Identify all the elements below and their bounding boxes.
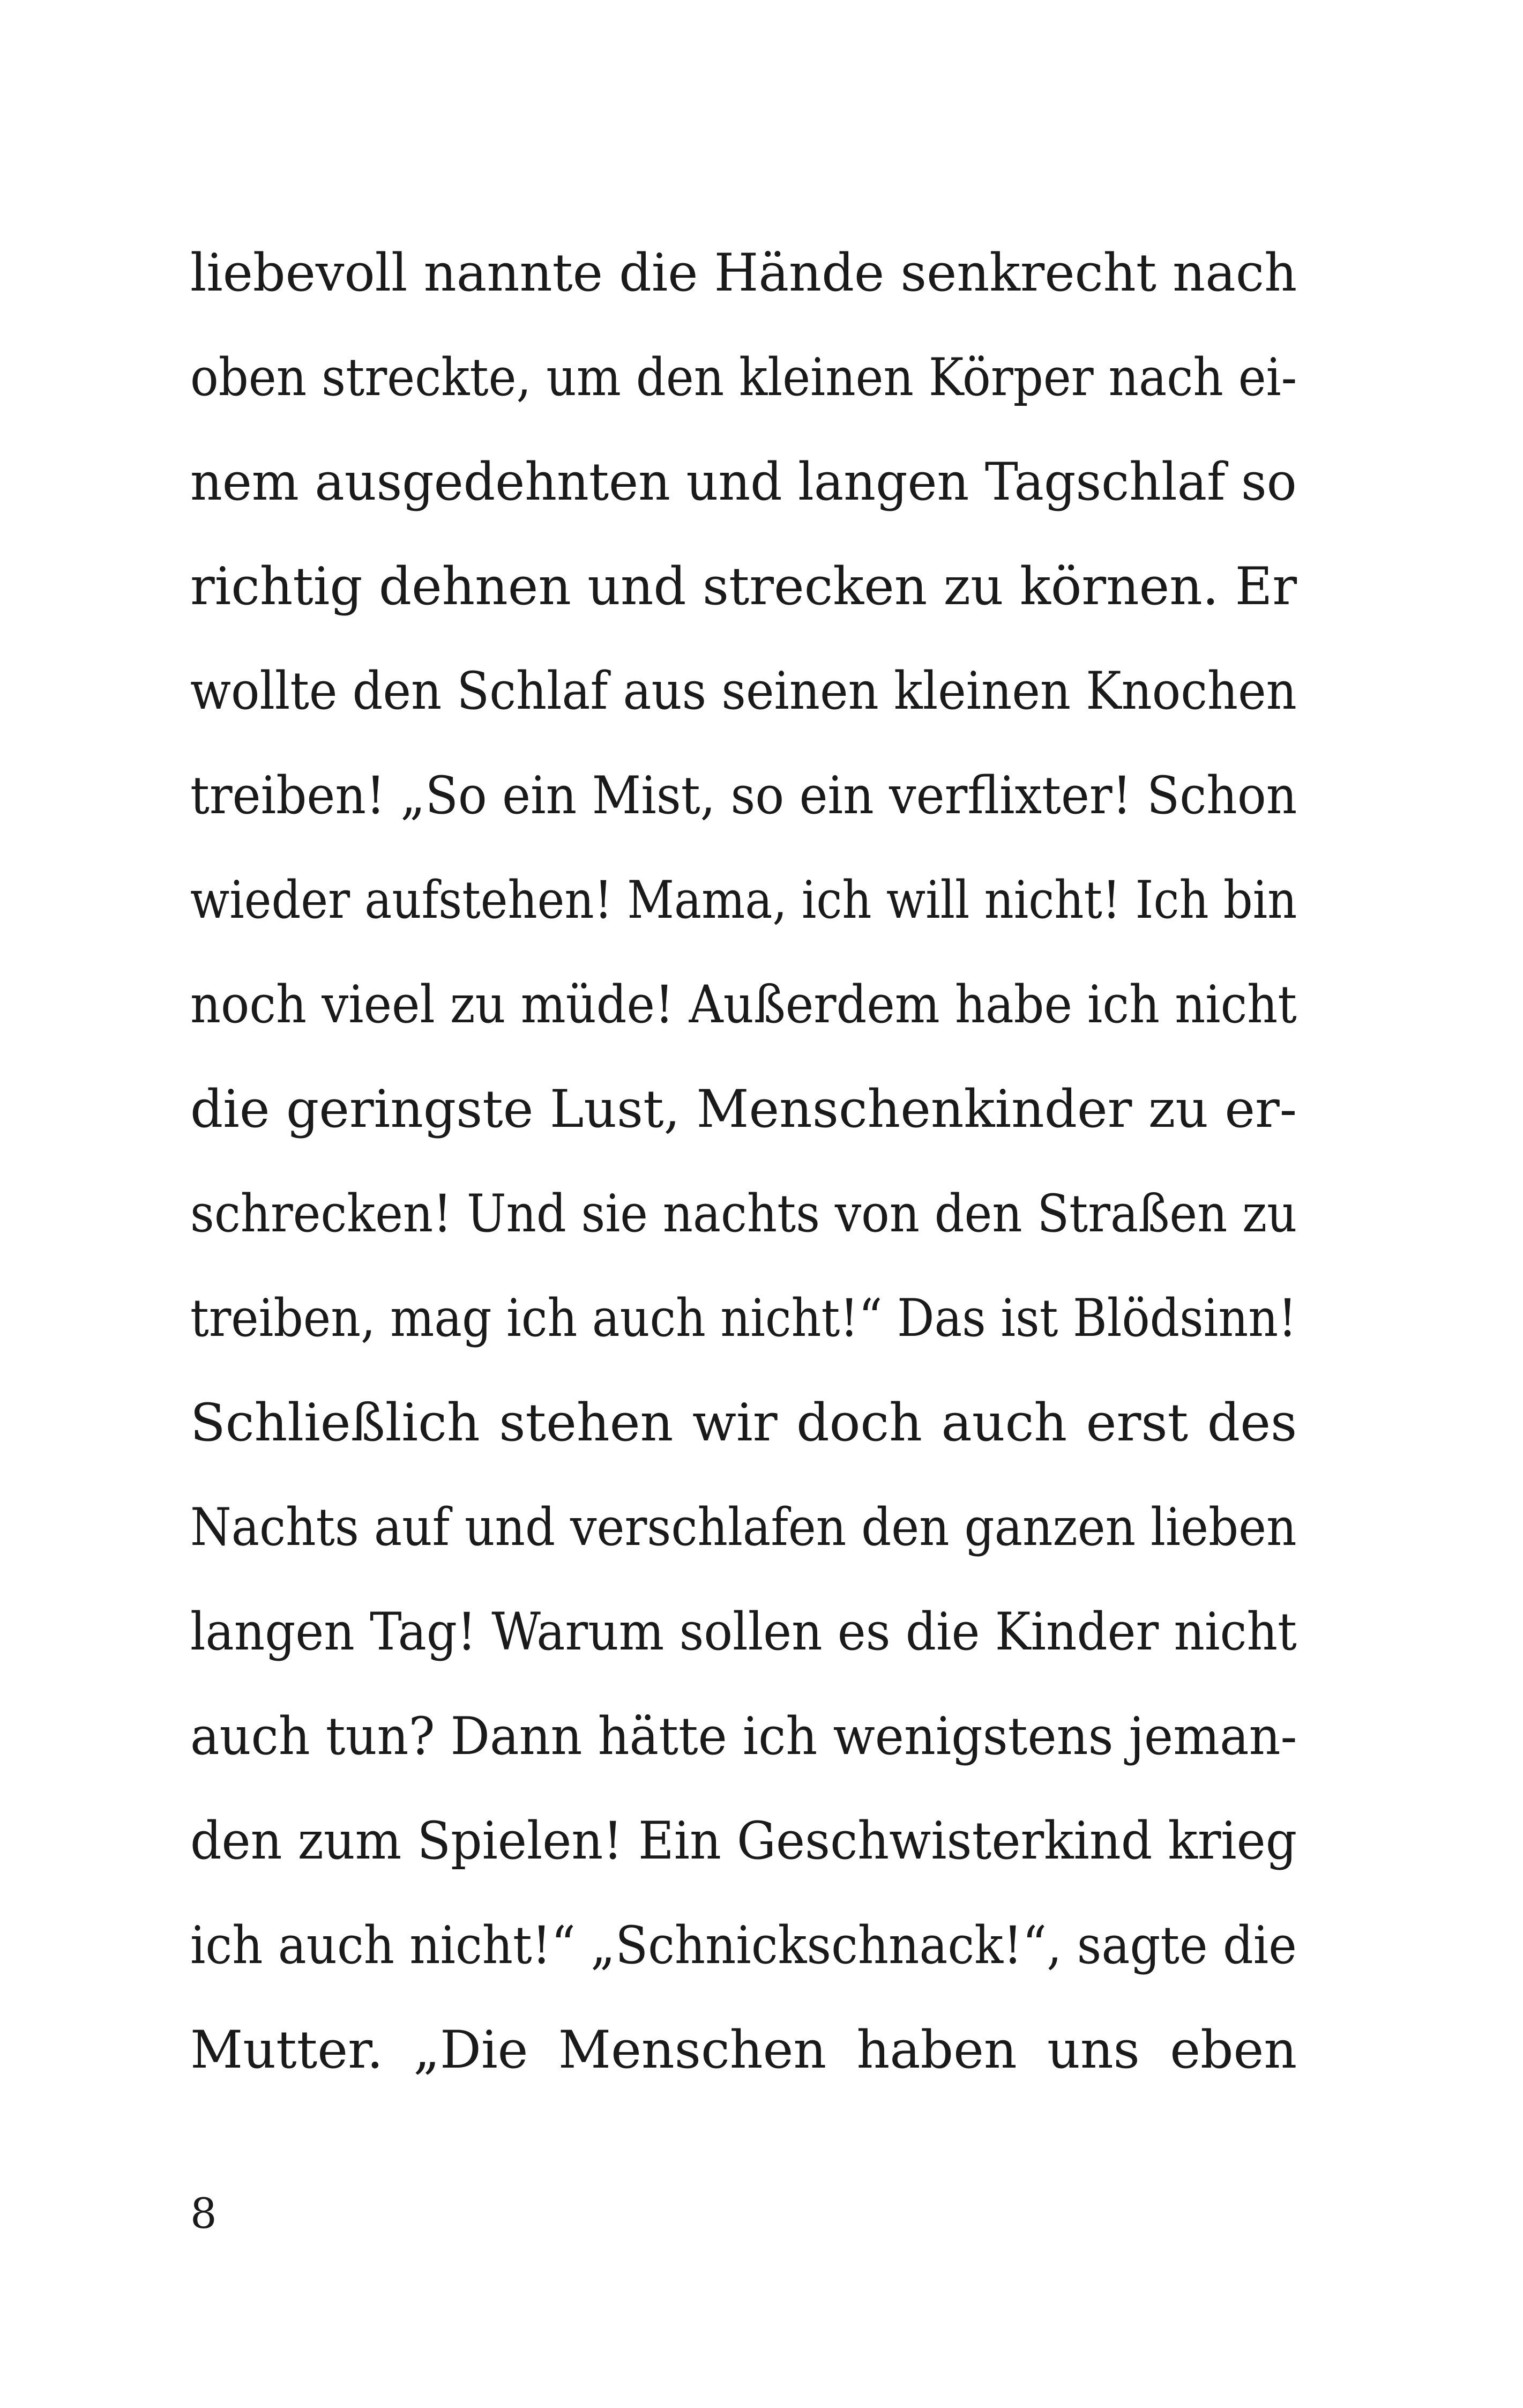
text-line: Nachts auf und verschlafen den ganzen lieben [190, 1497, 1297, 1557]
text-line: oben streckte, um den kleinen Körper nach ei- [190, 347, 1297, 407]
text-line: Mutter. „Die Menschen haben uns eben [190, 2020, 1297, 2080]
text-line: wollte den Schlaf aus seinen kleinen Knochen [190, 661, 1297, 721]
text-line: langen Tag! Warum sollen es die Kinder nicht [190, 1602, 1297, 1662]
body-text [190, 244, 1297, 2125]
text-line: treiben, mag ich auch nicht!“ Das ist Blödsinn! [190, 1288, 1297, 1348]
text-line: den zum Spielen! Ein Geschwisterkind krieg [190, 1811, 1297, 1871]
text-line: nem ausgedehnten und langen Tagschlaf so [190, 452, 1297, 512]
text-line: treiben! „So ein Mist, so ein verflixter! Schon [190, 765, 1297, 826]
text-line: noch vieel zu müde! Außerdem habe ich nicht [190, 975, 1297, 1035]
page-number: 8 [190, 2190, 217, 2238]
text-line: die geringste Lust, Menschenkinder zu er- [190, 1079, 1297, 1139]
text-line: auch tun? Dann hätte ich wenigstens jeman- [190, 1706, 1297, 1766]
text-line: Schließlich stehen wir doch auch erst des [190, 1393, 1297, 1453]
text-line: ich auch nicht!“ „Schnickschnack!“, sagte die [190, 1915, 1297, 1975]
text-line: richtig dehnen und strecken zu körnen. Er [190, 556, 1297, 616]
text-line: schrecken! Und sie nachts von den Straßen zu [190, 1184, 1297, 1244]
text-line: wieder aufstehen! Mama, ich will nicht! Ich bin [190, 870, 1297, 930]
text-line: liebevoll nannte die Hände senkrecht nach [190, 243, 1297, 303]
